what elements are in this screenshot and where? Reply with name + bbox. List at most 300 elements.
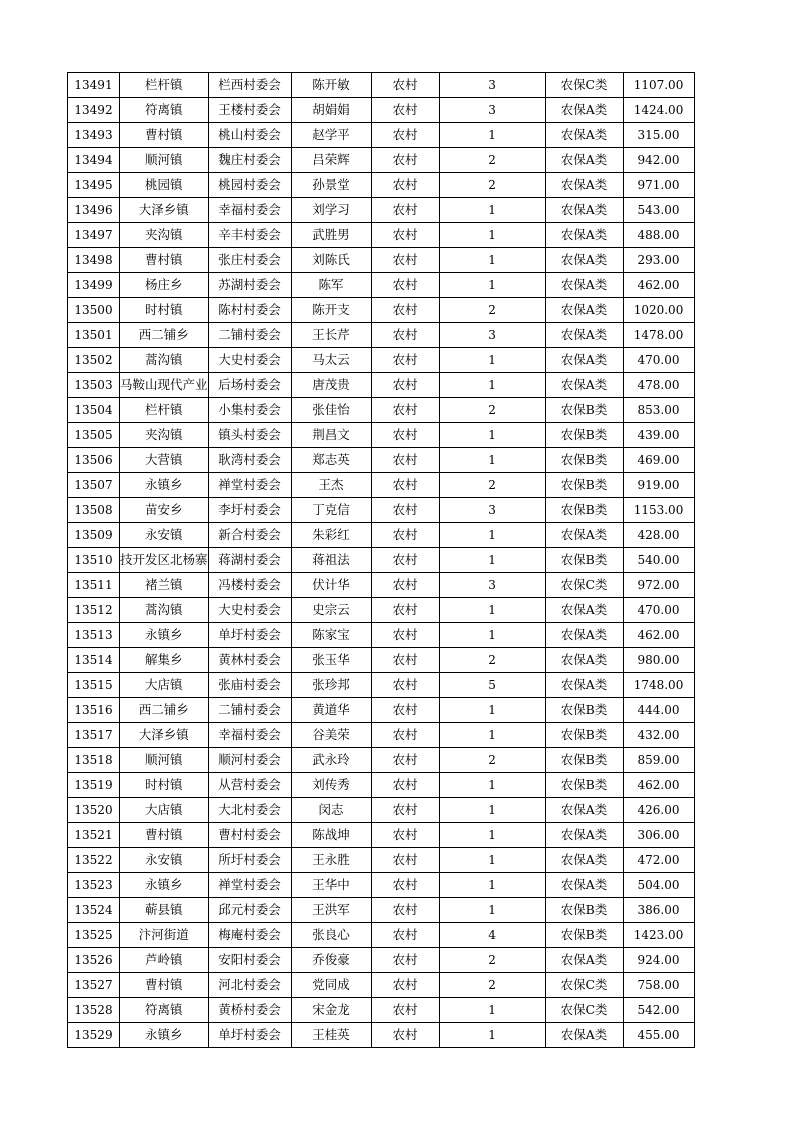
member-count-cell: 2: [439, 148, 545, 173]
amount-cell: 462.00: [623, 623, 694, 648]
household-type-cell: 农村: [371, 548, 439, 573]
table-row: [68, 323, 695, 348]
town-cell: 技开发区北杨寨: [120, 548, 209, 573]
table-row: [68, 898, 695, 923]
member-count-cell: 2: [439, 473, 545, 498]
insurance-category-cell: 农保A类: [545, 1023, 623, 1048]
table-row: [68, 848, 695, 873]
record-id-cell: 13510: [68, 548, 120, 573]
member-count-cell: 1: [439, 448, 545, 473]
member-count-cell: 1: [439, 823, 545, 848]
record-id-cell: 13515: [68, 673, 120, 698]
insurance-category-cell: 农保A类: [545, 198, 623, 223]
insurance-category-cell: 农保A类: [545, 123, 623, 148]
insurance-category-cell: 农保C类: [545, 998, 623, 1023]
record-id-cell: 13520: [68, 798, 120, 823]
insurance-category-cell: 农保A类: [545, 848, 623, 873]
amount-cell: 470.00: [623, 598, 694, 623]
amount-cell: 1424.00: [623, 98, 694, 123]
amount-cell: 462.00: [623, 273, 694, 298]
household-type-cell: 农村: [371, 373, 439, 398]
household-type-cell: 农村: [371, 998, 439, 1023]
village-cell: 大史村委会: [208, 348, 291, 373]
table-row: [68, 198, 695, 223]
table-row: [68, 573, 695, 598]
town-cell: 蒿沟镇: [120, 598, 209, 623]
amount-cell: 455.00: [623, 1023, 694, 1048]
member-count-cell: 1: [439, 598, 545, 623]
village-cell: 大北村委会: [208, 798, 291, 823]
village-cell: 蒋湖村委会: [208, 548, 291, 573]
village-cell: 大史村委会: [208, 598, 291, 623]
insurance-category-cell: 农保B类: [545, 398, 623, 423]
village-cell: 镇头村委会: [208, 423, 291, 448]
village-cell: 李圩村委会: [208, 498, 291, 523]
table-row: [68, 523, 695, 548]
household-type-cell: 农村: [371, 898, 439, 923]
insurance-category-cell: 农保A类: [545, 798, 623, 823]
amount-cell: 540.00: [623, 548, 694, 573]
town-cell: 永镇乡: [120, 1023, 209, 1048]
amount-cell: 1107.00: [623, 73, 694, 98]
amount-cell: 428.00: [623, 523, 694, 548]
table-row: [68, 223, 695, 248]
insurance-category-cell: 农保C类: [545, 73, 623, 98]
amount-cell: 472.00: [623, 848, 694, 873]
amount-cell: 942.00: [623, 148, 694, 173]
member-count-cell: 2: [439, 173, 545, 198]
amount-cell: 293.00: [623, 248, 694, 273]
member-count-cell: 2: [439, 298, 545, 323]
household-type-cell: 农村: [371, 773, 439, 798]
table-row: [68, 248, 695, 273]
person-name-cell: 谷美荣: [291, 723, 371, 748]
record-id-cell: 13507: [68, 473, 120, 498]
record-id-cell: 13504: [68, 398, 120, 423]
record-id-cell: 13493: [68, 123, 120, 148]
town-cell: 大店镇: [120, 673, 209, 698]
person-name-cell: 马太云: [291, 348, 371, 373]
amount-cell: 469.00: [623, 448, 694, 473]
town-cell: 西二铺乡: [120, 698, 209, 723]
insurance-category-cell: 农保A类: [545, 623, 623, 648]
village-cell: 单圩村委会: [208, 623, 291, 648]
amount-cell: 859.00: [623, 748, 694, 773]
member-count-cell: 3: [439, 98, 545, 123]
person-name-cell: 武胜男: [291, 223, 371, 248]
town-cell: 蒿沟镇: [120, 348, 209, 373]
member-count-cell: 1: [439, 373, 545, 398]
insurance-category-cell: 农保A类: [545, 598, 623, 623]
insurance-category-cell: 农保A类: [545, 298, 623, 323]
table-row: [68, 448, 695, 473]
household-type-cell: 农村: [371, 723, 439, 748]
town-cell: 曹村镇: [120, 973, 209, 998]
insurance-category-cell: 农保A类: [545, 873, 623, 898]
record-id-cell: 13526: [68, 948, 120, 973]
insurance-category-cell: 农保A类: [545, 223, 623, 248]
village-cell: 邱元村委会: [208, 898, 291, 923]
town-cell: 夹沟镇: [120, 423, 209, 448]
record-id-cell: 13506: [68, 448, 120, 473]
household-type-cell: 农村: [371, 273, 439, 298]
record-id-cell: 13494: [68, 148, 120, 173]
table-row: [68, 623, 695, 648]
member-count-cell: 1: [439, 848, 545, 873]
household-type-cell: 农村: [371, 498, 439, 523]
member-count-cell: 1: [439, 348, 545, 373]
record-id-cell: 13498: [68, 248, 120, 273]
household-type-cell: 农村: [371, 823, 439, 848]
town-cell: 永安镇: [120, 848, 209, 873]
record-id-cell: 13516: [68, 698, 120, 723]
record-id-cell: 13509: [68, 523, 120, 548]
village-cell: 魏庄村委会: [208, 148, 291, 173]
member-count-cell: 1: [439, 998, 545, 1023]
village-cell: 陈村村委会: [208, 298, 291, 323]
household-type-cell: 农村: [371, 198, 439, 223]
amount-cell: 543.00: [623, 198, 694, 223]
household-type-cell: 农村: [371, 73, 439, 98]
insurance-category-cell: 农保A类: [545, 348, 623, 373]
record-id-cell: 13505: [68, 423, 120, 448]
household-type-cell: 农村: [371, 673, 439, 698]
insurance-category-cell: 农保A类: [545, 648, 623, 673]
household-type-cell: 农村: [371, 398, 439, 423]
table-row: [68, 1023, 695, 1048]
amount-cell: 542.00: [623, 998, 694, 1023]
amount-cell: 488.00: [623, 223, 694, 248]
member-count-cell: 1: [439, 723, 545, 748]
village-cell: 二铺村委会: [208, 698, 291, 723]
person-name-cell: 闵志: [291, 798, 371, 823]
record-id-cell: 13519: [68, 773, 120, 798]
town-cell: 汴河街道: [120, 923, 209, 948]
household-type-cell: 农村: [371, 573, 439, 598]
record-id-cell: 13497: [68, 223, 120, 248]
member-count-cell: 1: [439, 623, 545, 648]
member-count-cell: 2: [439, 398, 545, 423]
insurance-category-cell: 农保B类: [545, 473, 623, 498]
table-row: [68, 423, 695, 448]
member-count-cell: 1: [439, 523, 545, 548]
person-name-cell: 陈家宝: [291, 623, 371, 648]
record-id-cell: 13517: [68, 723, 120, 748]
person-name-cell: 孙景堂: [291, 173, 371, 198]
town-cell: 顺河镇: [120, 148, 209, 173]
table-row: [68, 73, 695, 98]
insurance-category-cell: 农保A类: [545, 98, 623, 123]
insurance-category-cell: 农保B类: [545, 423, 623, 448]
town-cell: 西二铺乡: [120, 323, 209, 348]
member-count-cell: 1: [439, 423, 545, 448]
amount-cell: 462.00: [623, 773, 694, 798]
person-name-cell: 党同成: [291, 973, 371, 998]
town-cell: 桃园镇: [120, 173, 209, 198]
person-name-cell: 刘陈氏: [291, 248, 371, 273]
village-cell: 幸福村委会: [208, 198, 291, 223]
village-cell: 从营村委会: [208, 773, 291, 798]
table-row: [68, 298, 695, 323]
village-cell: 后场村委会: [208, 373, 291, 398]
member-count-cell: 3: [439, 323, 545, 348]
table-row: [68, 148, 695, 173]
record-id-cell: 13523: [68, 873, 120, 898]
record-id-cell: 13491: [68, 73, 120, 98]
village-cell: 黄林村委会: [208, 648, 291, 673]
person-name-cell: 史宗云: [291, 598, 371, 623]
household-type-cell: 农村: [371, 223, 439, 248]
insurance-category-cell: 农保A类: [545, 673, 623, 698]
table-row: [68, 723, 695, 748]
insurance-category-cell: 农保A类: [545, 273, 623, 298]
table-row: [68, 823, 695, 848]
town-cell: 马鞍山现代产业: [120, 373, 209, 398]
record-id-cell: 13512: [68, 598, 120, 623]
village-cell: 张庙村委会: [208, 673, 291, 698]
amount-cell: 426.00: [623, 798, 694, 823]
table-body: [68, 73, 695, 1048]
person-name-cell: 陈战坤: [291, 823, 371, 848]
member-count-cell: 1: [439, 898, 545, 923]
insurance-category-cell: 农保A类: [545, 248, 623, 273]
household-type-cell: 农村: [371, 948, 439, 973]
record-id-cell: 13495: [68, 173, 120, 198]
table-row: [68, 923, 695, 948]
amount-cell: 924.00: [623, 948, 694, 973]
town-cell: 永安镇: [120, 523, 209, 548]
household-type-cell: 农村: [371, 873, 439, 898]
member-count-cell: 1: [439, 223, 545, 248]
member-count-cell: 3: [439, 573, 545, 598]
village-cell: 河北村委会: [208, 973, 291, 998]
record-id-cell: 13503: [68, 373, 120, 398]
person-name-cell: 陈开敏: [291, 73, 371, 98]
record-id-cell: 13528: [68, 998, 120, 1023]
insurance-category-cell: 农保C类: [545, 573, 623, 598]
amount-cell: 758.00: [623, 973, 694, 998]
table-row: [68, 173, 695, 198]
person-name-cell: 丁克信: [291, 498, 371, 523]
village-cell: 张庄村委会: [208, 248, 291, 273]
person-name-cell: 郑志英: [291, 448, 371, 473]
member-count-cell: 1: [439, 773, 545, 798]
village-cell: 桃园村委会: [208, 173, 291, 198]
person-name-cell: 张佳怡: [291, 398, 371, 423]
record-id-cell: 13501: [68, 323, 120, 348]
table-row: [68, 398, 695, 423]
insurance-category-cell: 农保B类: [545, 698, 623, 723]
table-row: [68, 273, 695, 298]
amount-cell: 315.00: [623, 123, 694, 148]
record-id-cell: 13524: [68, 898, 120, 923]
person-name-cell: 乔俊豪: [291, 948, 371, 973]
household-type-cell: 农村: [371, 523, 439, 548]
town-cell: 曹村镇: [120, 248, 209, 273]
town-cell: 夹沟镇: [120, 223, 209, 248]
person-name-cell: 荆昌文: [291, 423, 371, 448]
household-type-cell: 农村: [371, 423, 439, 448]
amount-cell: 971.00: [623, 173, 694, 198]
town-cell: 永镇乡: [120, 873, 209, 898]
household-type-cell: 农村: [371, 648, 439, 673]
town-cell: 大店镇: [120, 798, 209, 823]
town-cell: 杨庄乡: [120, 273, 209, 298]
record-id-cell: 13502: [68, 348, 120, 373]
town-cell: 大泽乡镇: [120, 723, 209, 748]
village-cell: 冯楼村委会: [208, 573, 291, 598]
member-count-cell: 1: [439, 698, 545, 723]
amount-cell: 1423.00: [623, 923, 694, 948]
person-name-cell: 武永玲: [291, 748, 371, 773]
record-id-cell: 13496: [68, 198, 120, 223]
record-id-cell: 13521: [68, 823, 120, 848]
household-type-cell: 农村: [371, 298, 439, 323]
village-cell: 新合村委会: [208, 523, 291, 548]
record-id-cell: 13522: [68, 848, 120, 873]
household-type-cell: 农村: [371, 623, 439, 648]
insurance-category-cell: 农保A类: [545, 373, 623, 398]
amount-cell: 306.00: [623, 823, 694, 848]
village-cell: 禅堂村委会: [208, 873, 291, 898]
household-type-cell: 农村: [371, 748, 439, 773]
village-cell: 禅堂村委会: [208, 473, 291, 498]
table-row: [68, 548, 695, 573]
town-cell: 大营镇: [120, 448, 209, 473]
person-name-cell: 陈开支: [291, 298, 371, 323]
person-name-cell: 刘学习: [291, 198, 371, 223]
person-name-cell: 王桂英: [291, 1023, 371, 1048]
town-cell: 曹村镇: [120, 823, 209, 848]
member-count-cell: 2: [439, 948, 545, 973]
person-name-cell: 胡娟娟: [291, 98, 371, 123]
insurance-category-cell: 农保B类: [545, 748, 623, 773]
household-type-cell: 农村: [371, 98, 439, 123]
town-cell: 时村镇: [120, 298, 209, 323]
village-cell: 二铺村委会: [208, 323, 291, 348]
amount-cell: 504.00: [623, 873, 694, 898]
person-name-cell: 王永胜: [291, 848, 371, 873]
household-type-cell: 农村: [371, 348, 439, 373]
amount-cell: 1748.00: [623, 673, 694, 698]
household-type-cell: 农村: [371, 473, 439, 498]
member-count-cell: 1: [439, 248, 545, 273]
household-type-cell: 农村: [371, 123, 439, 148]
member-count-cell: 1: [439, 873, 545, 898]
amount-cell: 439.00: [623, 423, 694, 448]
table-row: [68, 98, 695, 123]
amount-cell: 444.00: [623, 698, 694, 723]
person-name-cell: 吕荣辉: [291, 148, 371, 173]
insurance-category-cell: 农保B类: [545, 448, 623, 473]
record-id-cell: 13500: [68, 298, 120, 323]
table-row: [68, 598, 695, 623]
village-cell: 黄桥村委会: [208, 998, 291, 1023]
table-row: [68, 948, 695, 973]
table-row: [68, 798, 695, 823]
insurance-category-cell: 农保A类: [545, 173, 623, 198]
village-cell: 苏湖村委会: [208, 273, 291, 298]
household-type-cell: 农村: [371, 173, 439, 198]
household-type-cell: 农村: [371, 973, 439, 998]
record-id-cell: 13529: [68, 1023, 120, 1048]
person-name-cell: 张良心: [291, 923, 371, 948]
insurance-category-cell: 农保A类: [545, 148, 623, 173]
person-name-cell: 王杰: [291, 473, 371, 498]
town-cell: 解集乡: [120, 648, 209, 673]
amount-cell: 1153.00: [623, 498, 694, 523]
household-type-cell: 农村: [371, 698, 439, 723]
village-cell: 栏西村委会: [208, 73, 291, 98]
insurance-category-cell: 农保B类: [545, 898, 623, 923]
town-cell: 永镇乡: [120, 623, 209, 648]
record-id-cell: 13511: [68, 573, 120, 598]
member-count-cell: 1: [439, 198, 545, 223]
household-type-cell: 农村: [371, 448, 439, 473]
insurance-category-cell: 农保A类: [545, 823, 623, 848]
village-cell: 桃山村委会: [208, 123, 291, 148]
member-count-cell: 2: [439, 748, 545, 773]
person-name-cell: 王洪军: [291, 898, 371, 923]
table-row: [68, 373, 695, 398]
town-cell: 符离镇: [120, 998, 209, 1023]
village-cell: 单圩村委会: [208, 1023, 291, 1048]
household-type-cell: 农村: [371, 323, 439, 348]
record-id-cell: 13525: [68, 923, 120, 948]
town-cell: 顺河镇: [120, 748, 209, 773]
member-count-cell: 1: [439, 1023, 545, 1048]
household-type-cell: 农村: [371, 148, 439, 173]
household-type-cell: 农村: [371, 598, 439, 623]
amount-cell: 1478.00: [623, 323, 694, 348]
amount-cell: 432.00: [623, 723, 694, 748]
insurance-category-cell: 农保B类: [545, 773, 623, 798]
record-id-cell: 13513: [68, 623, 120, 648]
person-name-cell: 陈军: [291, 273, 371, 298]
amount-cell: 853.00: [623, 398, 694, 423]
record-id-cell: 13492: [68, 98, 120, 123]
town-cell: 芦岭镇: [120, 948, 209, 973]
member-count-cell: 1: [439, 798, 545, 823]
insurance-category-cell: 农保A类: [545, 523, 623, 548]
member-count-cell: 2: [439, 648, 545, 673]
table-row: [68, 873, 695, 898]
table-row: [68, 748, 695, 773]
village-cell: 耿湾村委会: [208, 448, 291, 473]
table-row: [68, 973, 695, 998]
member-count-cell: 1: [439, 548, 545, 573]
town-cell: 褚兰镇: [120, 573, 209, 598]
amount-cell: 1020.00: [623, 298, 694, 323]
village-cell: 梅庵村委会: [208, 923, 291, 948]
table-row: [68, 773, 695, 798]
table-row: [68, 998, 695, 1023]
person-name-cell: 王长芹: [291, 323, 371, 348]
record-id-cell: 13527: [68, 973, 120, 998]
member-count-cell: 4: [439, 923, 545, 948]
village-cell: 辛丰村委会: [208, 223, 291, 248]
insurance-category-cell: 农保B类: [545, 723, 623, 748]
town-cell: 符离镇: [120, 98, 209, 123]
member-count-cell: 2: [439, 973, 545, 998]
village-cell: 小集村委会: [208, 398, 291, 423]
person-name-cell: 刘传秀: [291, 773, 371, 798]
household-type-cell: 农村: [371, 248, 439, 273]
member-count-cell: 1: [439, 273, 545, 298]
household-type-cell: 农村: [371, 848, 439, 873]
town-cell: 栏杆镇: [120, 73, 209, 98]
record-id-cell: 13508: [68, 498, 120, 523]
